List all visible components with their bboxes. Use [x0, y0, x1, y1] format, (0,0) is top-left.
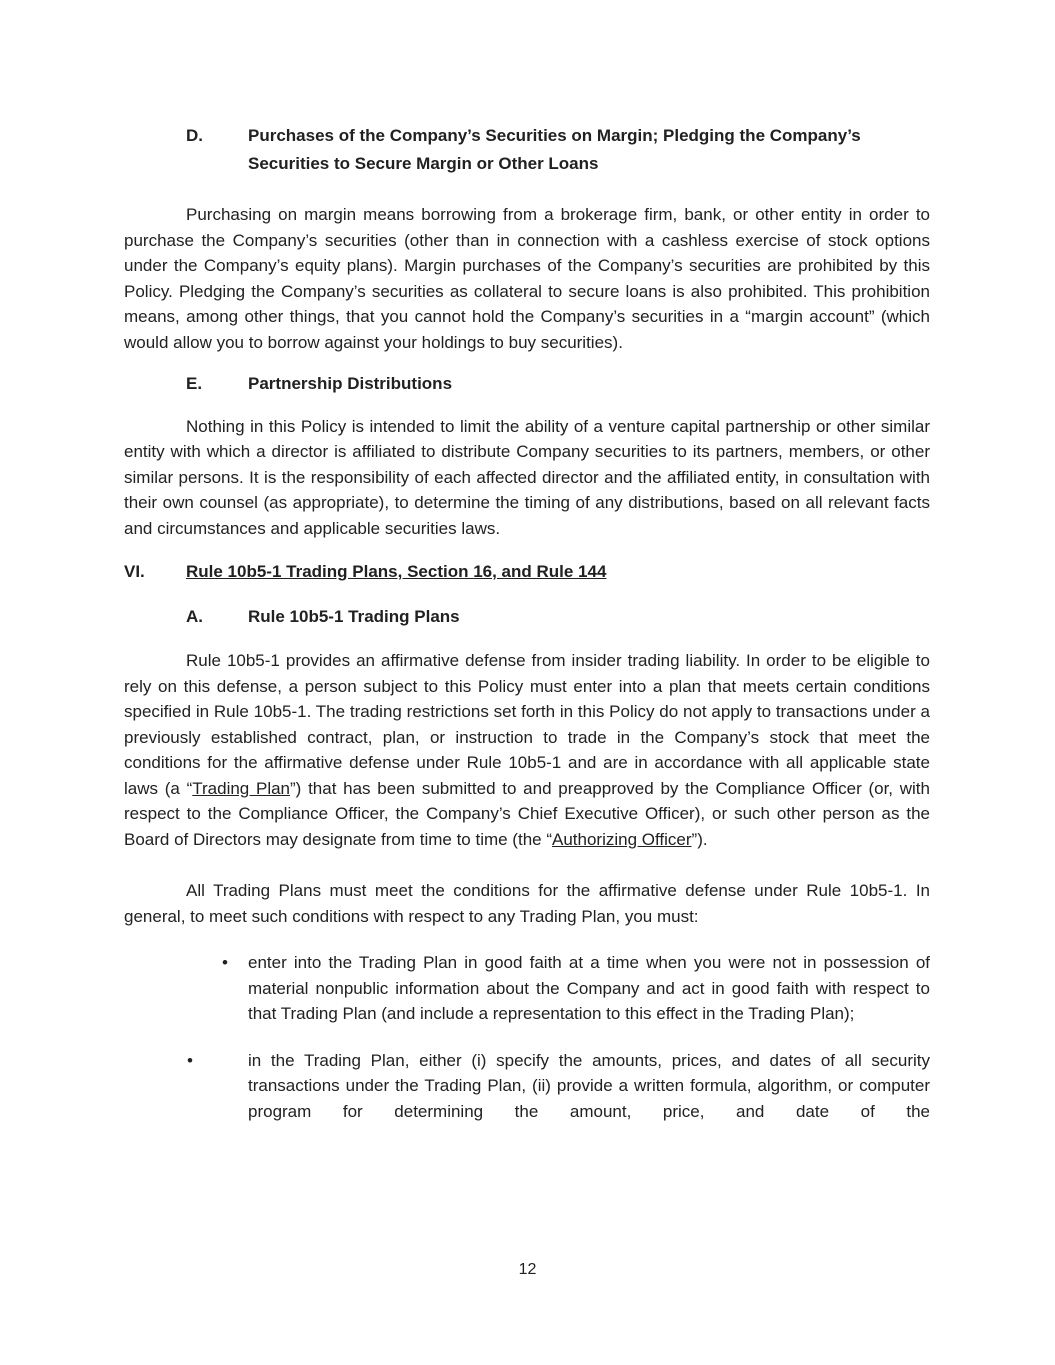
heading-section-a — [124, 604, 930, 630]
page-number: 12 — [518, 1261, 537, 1278]
heading-section-d — [124, 122, 930, 178]
bullet-icon: • — [187, 1050, 193, 1070]
bullet-text: enter into the Trading Plan in good faith at a time when you were not in possession of material nonpublic information about the Company and act in good faith with respect to that Trading Plan (and include a representation to this effect in the Trading Plan); — [248, 953, 930, 1023]
paragraph-partnership-distributions: Nothing in this Policy is intended to limit the ability of a venture capital partnership or other similar entity with which a director is affiliated to distribute Company securities to its partners, members, or other similar persons. It is the responsibility of each affected director and the affiliated entity, in consultation with their own counsel (as appropriate), to determine the timing of any distributions, based on all relevant facts and circumstances and applicable securities laws. — [124, 416, 930, 538]
heading-text: Partnership Distributions — [248, 374, 453, 393]
defined-term: Authorizing Officer — [552, 829, 692, 849]
heading-text: Rule 10b5-1 Trading Plans, Section 16, and Rule 144 — [186, 562, 607, 581]
list-item — [222, 950, 930, 1027]
heading-number: E. — [186, 374, 203, 393]
heading-section-vi — [124, 559, 930, 585]
bullet-icon: • — [222, 953, 228, 972]
bullet-text: in the Trading Plan, either (i) specify the amounts, prices, and dates of all security transactions under the Trading Plan, (ii) provide a written formula, algorithm, or computer program for determining the amount, price, and date of the — [248, 1050, 930, 1121]
heading-number: VI. — [124, 562, 145, 581]
paragraph-rule-10b5-1: Rule 10b5-1 provides an affirmative defense from insider trading liability. In order to be eligible to rely on this defense, a person subject to this Policy must enter into a plan that meets certain conditions specified in Rule 10b5-1. The trading restrictions set forth in this Policy do not apply to transactions under a previously established contract, plan, or instruction to trade in the Company’s stock that meet the conditions for the affirmative defense under Rule 10b5-1 and are in accordance with all applicable state laws (a “Trading Plan”) that has been submitted to and preapproved by the Compliance Officer (or, with respect to the Compliance Officer, the Company’s Chief Executive Officer), or such other person as the Board of Directors may designate from time to time (the “Authorizing Officer”). — [124, 651, 930, 849]
heading-number: A. — [186, 606, 203, 626]
heading-text: Purchases of the Company’s Securities on Margin; Pledging the Company’s Securities to Secure Margin or Other Loans — [248, 126, 861, 173]
paragraph-margin-purchases: Purchasing on margin means borrowing from a brokerage firm, bank, or other entity in order to purchase the Company’s securities (other than in connection with a cashless exercise of stock options under the Company’s equity plans). Margin purchases of the Company’s securities are prohibited by this Policy. Pledging the Company’s securities as collateral to secure loans is also prohibited. This prohibition means, among other things, that you cannot hold the Company’s securities in a “margin account” (which would allow you to borrow against your holdings to buy securities). — [124, 205, 930, 352]
heading-text: Rule 10b5-1 Trading Plans — [248, 606, 460, 626]
heading-number: D. — [186, 126, 203, 145]
paragraph-all-trading-plans: All Trading Plans must meet the conditions for the affirmative defense under Rule 10b5-1. In general, to meet such conditions with respect to any Trading Plan, you must: — [124, 881, 930, 926]
defined-term: Trading Plan — [192, 778, 291, 798]
list-item — [187, 1048, 930, 1125]
heading-section-e — [124, 371, 930, 397]
